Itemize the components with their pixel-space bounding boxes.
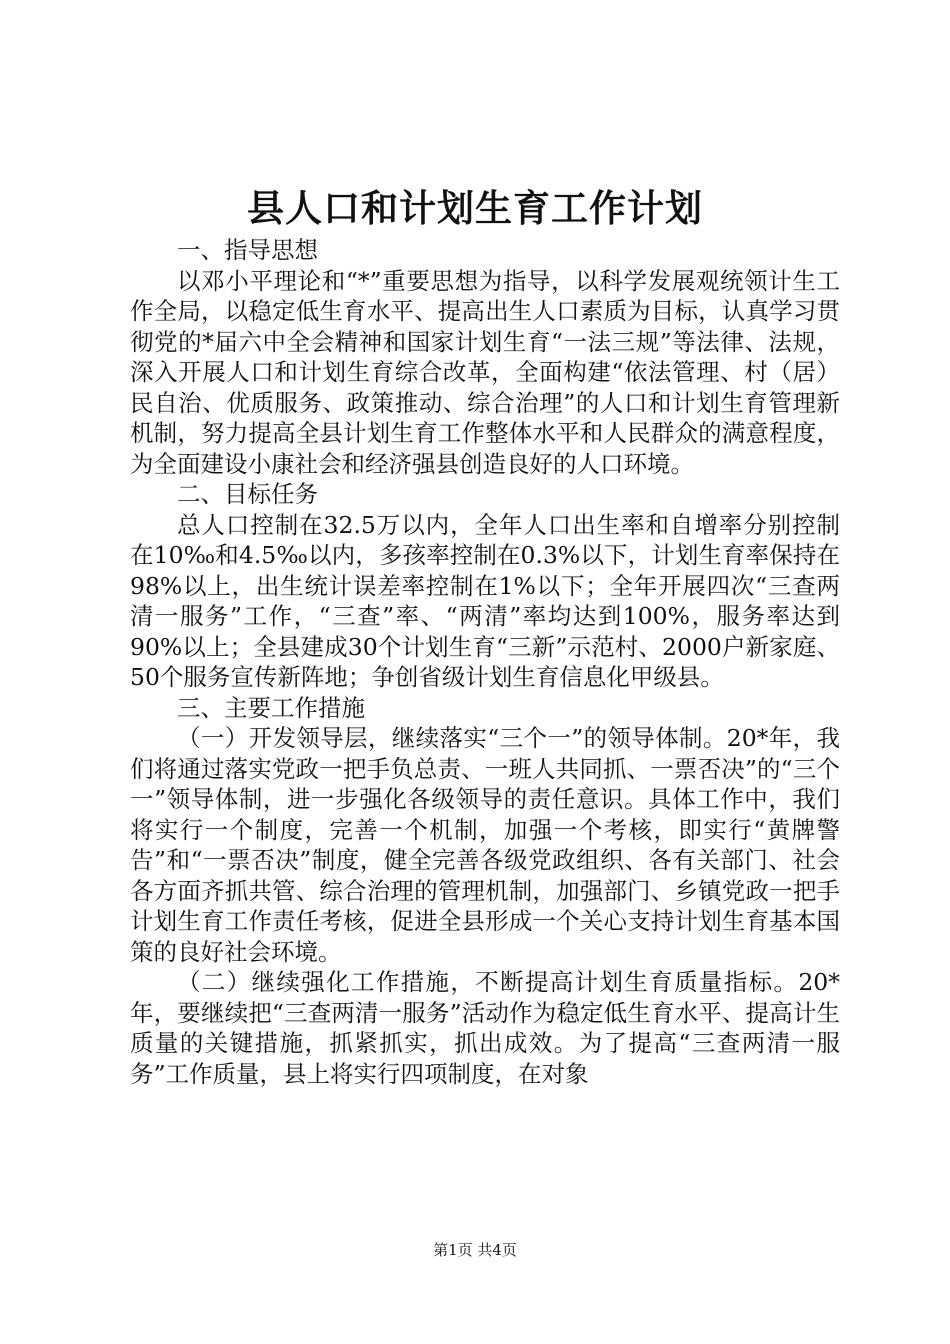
body-paragraph: 以邓小平理论和“*”重要思想为指导，以科学发展观统领计生工作全局，以稳定低生育水平、提高出生人口素质为目标，认真学习贯彻党的*届六中全会精神和国家计划生育“一法三规”等法律、法规，深入开展人口和计划生育综合改革，全面构建“依法管理、村（居）民自治、优质服务、政策推动、综合治理”的人口和计划生育管理新机制，努力提高全县计划生育工作整体水平和人民群众的满意程度，为全面建设小康社会和经济强县创造良好的人口环境。 xyxy=(130,266,840,478)
page-number-footer: 第1页 共4页 xyxy=(433,1241,517,1259)
document-body xyxy=(130,235,840,1089)
document-title: 县人口和计划生育工作计划 xyxy=(247,186,703,230)
body-paragraph: （一）开发领导层，继续落实“三个一”的领导体制。20*年，我们将通过落实党政一把手负总责、一班人共同抓、一票否决”的“三个一”领导体制，进一步强化各级领导的责任意识。具体工作中，我们将实行一个制度，完善一个机制，加强一个考核，即实行“黄牌警告”和“一票否决”制度，健全完善各级党政组织、各有关部门、社会各方面齐抓共管、综合治理的管理机制，加强部门、乡镇党政一把手计划生育工作责任考核，促进全县形成一个关心支持计划生育基本国策的良好社会环境。 xyxy=(130,724,840,966)
body-paragraph: （二）继续强化工作措施，不断提高计划生育质量指标。20*年，要继续把“三查两清一服务”活动作为稳定低生育水平、提高计生质量的关键措施，抓紧抓实，抓出成效。为了提高“三查两清一服务”工作质量，县上将实行四项制度，在对象 xyxy=(130,968,840,1088)
section-heading: 二、目标任务 xyxy=(177,480,318,508)
body-paragraph: 总人口控制在32.5万以内，全年人口出生率和自增率分别控制在10‰和4.5‰以内，多孩率控制在0.3%以下，计划生育率保持在98%以上，出生统计误差率控制在1%以下；全年开展四次“三查两清一服务”工作，“三查”率、“两清”率均达到100%，服务率达到90%以上；全县建成30个计划生育“三新”示范村、2000户新家庭、50个服务宣传新阵地；争创省级计划生育信息化甲级县。 xyxy=(130,510,840,691)
section-heading: 一、指导思想 xyxy=(177,236,318,264)
section-heading: 三、主要工作措施 xyxy=(177,693,365,722)
